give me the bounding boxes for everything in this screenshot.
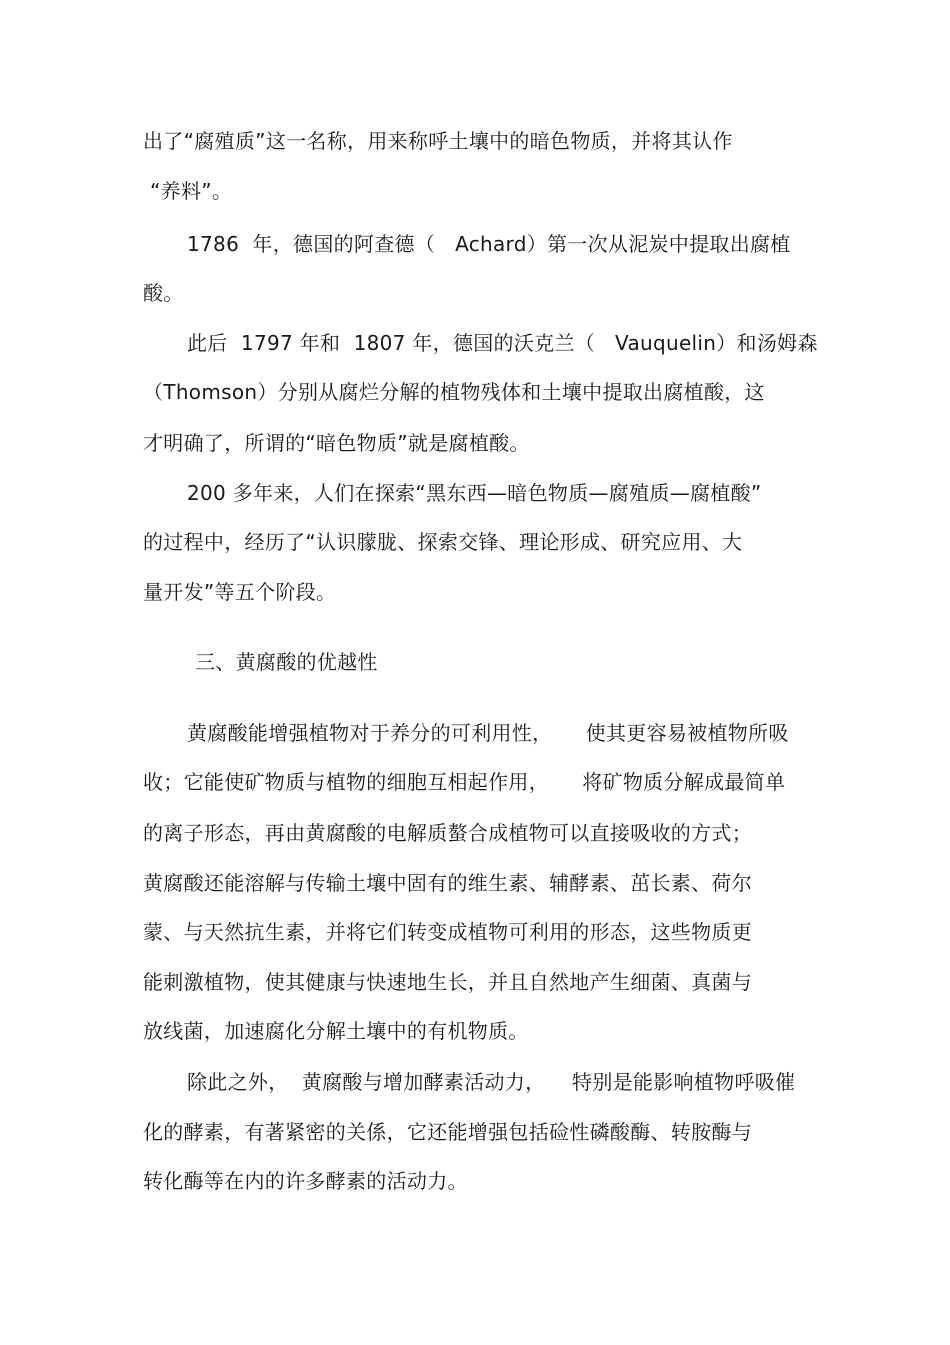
text-line: 1786 年，德国的阿查德（ Achard）第一次从泥炭中提取出腐植: [187, 232, 791, 256]
text-line: （Thomson）分别从腐烂分解的植物残体和土壤中提取出腐植酸，这: [143, 380, 765, 404]
text-line: 能刺激植物，使其健康与快速地生长，并且自然地产生细菌、真菌与: [143, 970, 752, 994]
text-line: 收；它能使矿物质与植物的细胞互相起作用， 将矿物质分解成最简单: [143, 770, 786, 794]
text-line: 黄腐酸能增强植物对于养分的可利用性， 使其更容易被植物所吸: [187, 721, 789, 745]
text-line: 出了“腐殖质”这一名称，用来称呼土壤中的暗色物质，并将其认作: [143, 129, 733, 153]
text-line: 的过程中，经历了“认识朦胧、探索交锋、理论形成、研究应用、大: [143, 530, 743, 554]
text-line: 的离子形态，再由黄腐酸的电解质螯合成植物可以直接吸收的方式；: [143, 821, 752, 845]
text-line: 200 多年来，人们在探索“黑东西—暗色物质—腐殖质—腐植酸”: [187, 481, 762, 505]
text-line: 黄腐酸还能溶解与传输土壤中固有的维生素、辅酵素、茁长素、荷尔: [143, 871, 752, 895]
text-line: 量开发”等五个阶段。: [143, 580, 337, 604]
text-line: 化的酵素，有著紧密的关係，它还能增强包括硷性磷酸酶、转胺酶与: [143, 1120, 752, 1144]
text-line: 放线菌，加速腐化分解土壤中的有机物质。: [143, 1019, 529, 1043]
text-line: 转化酶等在内的许多酵素的活动力。: [143, 1169, 468, 1193]
text-line: 此后 1797 年和 1807 年，德国的沃克兰（ Vauquelin）和汤姆森: [187, 331, 818, 355]
text-line: 除此之外， 黄腐酸与增加酵素活动力， 特别是能影响植物呼吸催: [187, 1070, 796, 1094]
text-line: 才明确了，所谓的“暗色物质”就是腐植酸。: [143, 431, 530, 455]
text-line: 酸。: [143, 281, 184, 305]
text-line: “养料”。: [150, 179, 233, 203]
text-line: 蒙、与天然抗生素，并将它们转变成植物可利用的形态，这些物质更: [143, 920, 752, 944]
section-heading: 三、黄腐酸的优越性: [195, 650, 378, 674]
